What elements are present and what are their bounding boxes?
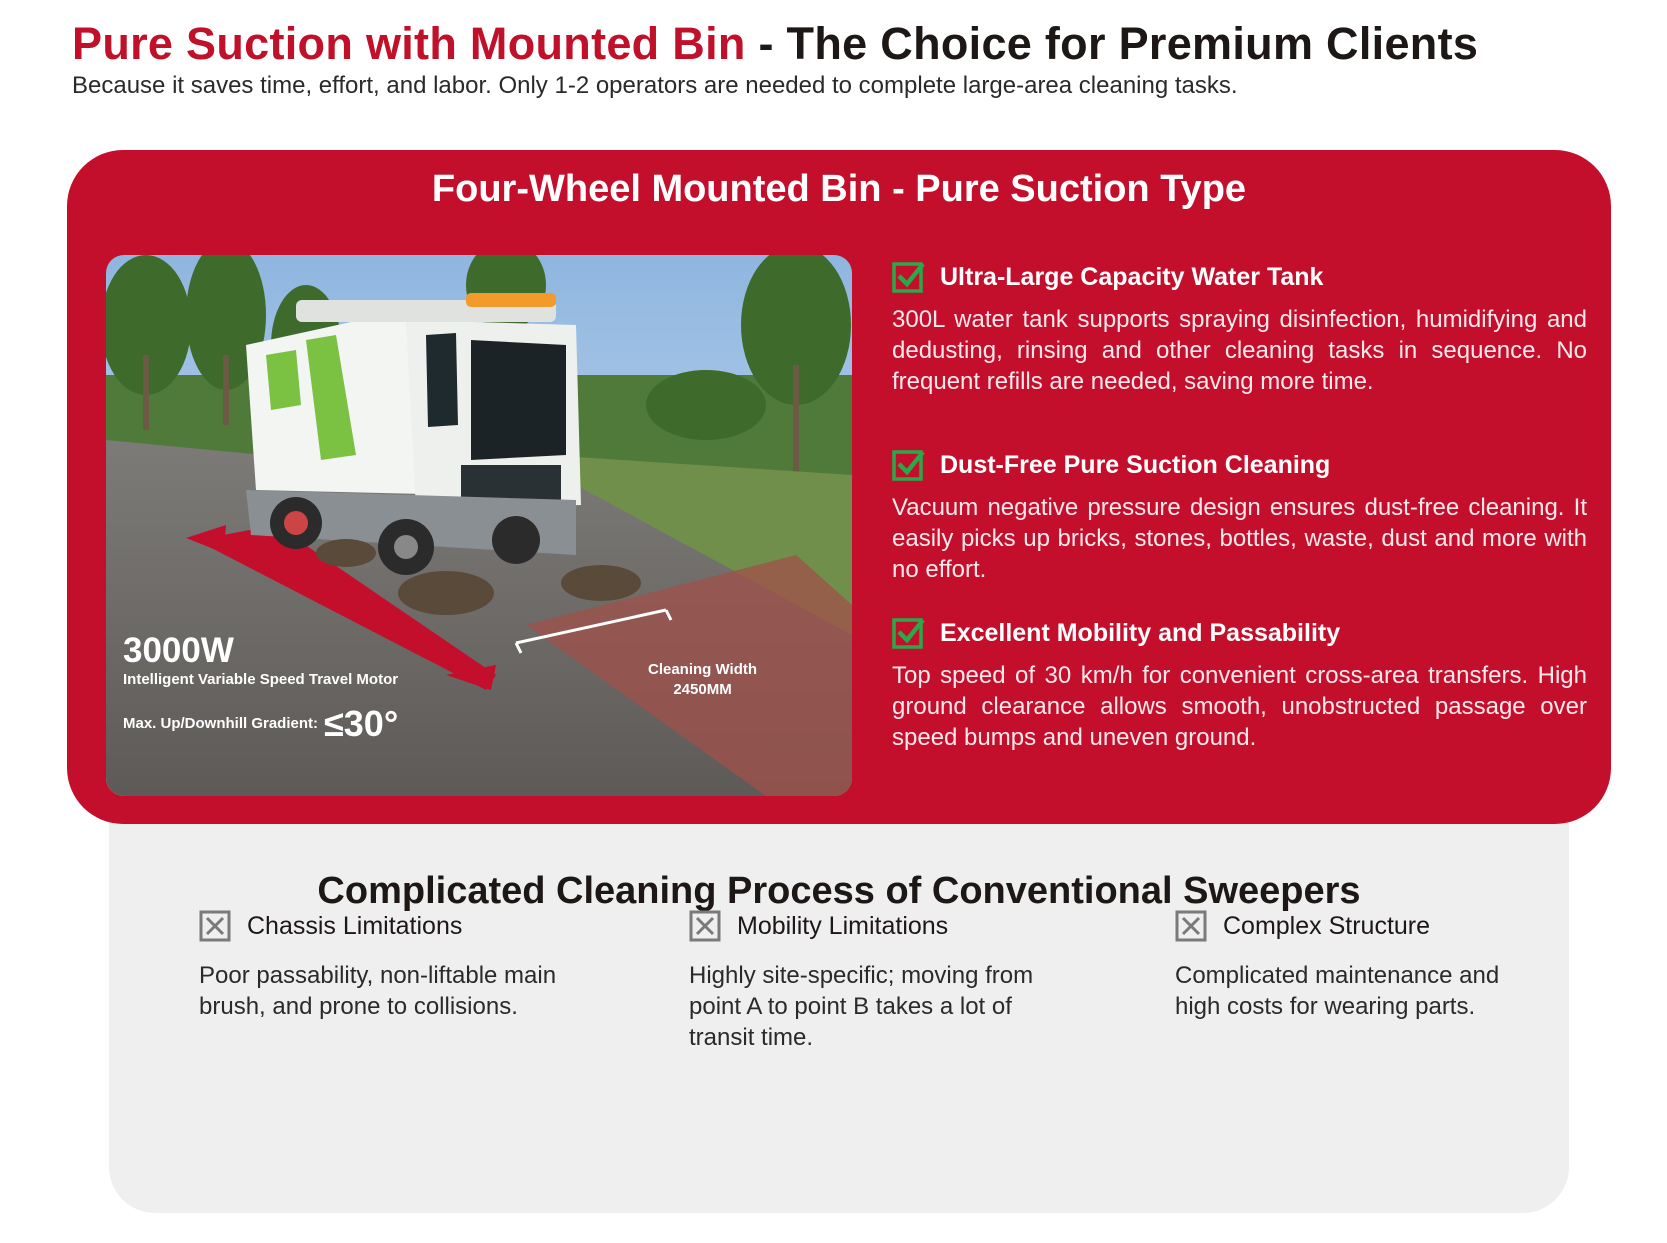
headline xyxy=(72,18,1478,70)
gradient-value: ≤30° xyxy=(324,703,399,744)
feature-water-tank xyxy=(892,260,1587,397)
feature-dust-free xyxy=(892,448,1587,585)
feature-body: 300L water tank supports spraying disinfection, humidifying and dedusting, rinsing and other cleaning tasks in sequence. No frequent refills are needed, saving more time. xyxy=(892,306,1587,395)
gradient-caption xyxy=(123,703,398,745)
gradient-label: Max. Up/Downhill Gradient: xyxy=(123,714,319,732)
x-box-icon xyxy=(1175,910,1207,942)
x-box-icon xyxy=(199,910,231,942)
feature-title: Dust-Free Pure Suction Cleaning xyxy=(940,450,1331,479)
limitation-body: Poor passability, non-liftable main brush, and prone to collisions. xyxy=(199,962,557,1020)
motor-caption: Intelligent Variable Speed Travel Motor xyxy=(123,671,399,688)
cleaning-width-value: 2450MM xyxy=(673,680,732,698)
limitation-item-structure xyxy=(1175,910,1535,1022)
check-icon xyxy=(892,448,926,482)
panel-title: Four-Wheel Mounted Bin - Pure Suction Type xyxy=(431,168,1247,210)
conventional-sweepers-panel xyxy=(109,770,1569,1213)
pure-suction-panel xyxy=(67,150,1611,824)
limitation-item-chassis xyxy=(199,910,559,1022)
feature-body: Vacuum negative pressure design ensures dust-free cleaning. It easily picks up bricks, stones, bottles, waste, dust and more with no effort. xyxy=(892,494,1587,583)
cleaning-width xyxy=(648,660,757,699)
sweeper-photo xyxy=(106,255,852,796)
limitation-body: Complicated maintenance and high costs for wearing parts. xyxy=(1175,962,1500,1020)
feature-title: Ultra-Large Capacity Water Tank xyxy=(940,262,1324,291)
conventional-title: Complicated Cleaning Process of Conventional Sweepers xyxy=(317,870,1361,912)
limitation-item-mobility xyxy=(689,910,1049,1053)
headline-dark: - The Choice for Premium Clients xyxy=(745,18,1479,69)
check-icon xyxy=(892,260,926,294)
limitation-title: Complex Structure xyxy=(1223,911,1431,940)
subheadline: Because it saves time, effort, and labor. Only 1-2 operators are needed to complete large-area cleaning tasks. xyxy=(72,72,1238,99)
motor-power: 3000W xyxy=(123,631,234,670)
check-icon xyxy=(892,616,926,650)
x-box-icon xyxy=(689,910,721,942)
feature-title: Excellent Mobility and Passability xyxy=(940,618,1341,647)
limitation-body: Highly site-specific; moving from point A to point B takes a lot of transit time. xyxy=(689,962,1034,1051)
feature-body: Top speed of 30 km/h for convenient cross-area transfers. High ground clearance allows smooth, unobstructed passage over speed bumps and uneven ground. xyxy=(892,662,1587,751)
headline-red: Pure Suction with Mounted Bin xyxy=(72,18,746,69)
feature-mobility xyxy=(892,616,1587,753)
limitation-title: Mobility Limitations xyxy=(737,911,949,940)
limitation-title: Chassis Limitations xyxy=(247,911,463,940)
cleaning-width-label: Cleaning Width xyxy=(648,661,758,678)
